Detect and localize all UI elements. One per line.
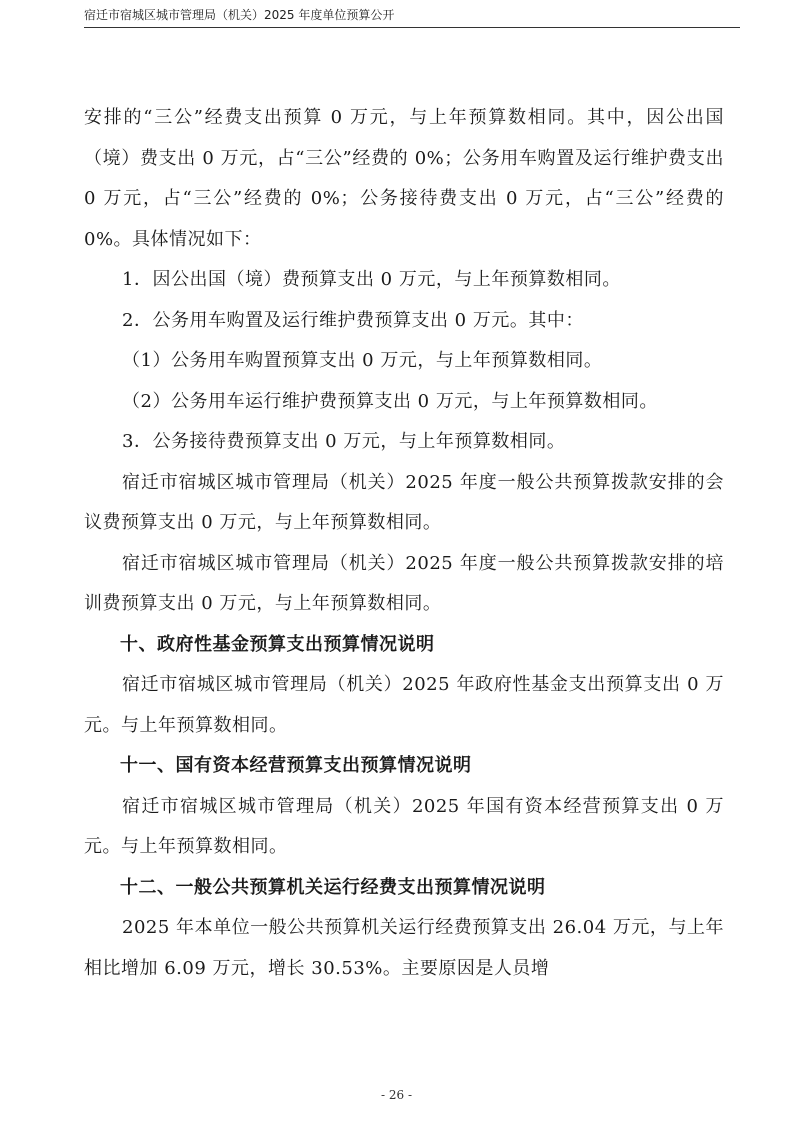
paragraph-government-fund: 宿迁市宿城区城市管理局（机关）2025 年政府性基金支出预算支出 0 万元。与上年预算数相同。: [84, 674, 724, 736]
paragraph-item-3: 3．公务接待费预算支出 0 万元，与上年预算数相同。: [122, 431, 566, 452]
page-number: - 26 -: [380, 1088, 412, 1102]
paragraph-item-1: 1．因公出国（境）费预算支出 0 万元，与上年预算数相同。: [122, 269, 621, 290]
section-heading-12: 十二、一般公共预算机关运行经费支出预算情况说明: [120, 876, 546, 898]
section-heading-11: 十一、国有资本经营预算支出预算情况说明: [120, 755, 472, 776]
header-divider: [84, 27, 740, 28]
document-body: [84, 98, 724, 989]
paragraph-item-2: 2．公务用车购置及运行维护费预算支出 0 万元。其中：: [122, 309, 584, 331]
paragraph-item-2-1: （1）公务用车购置预算支出 0 万元，与上年预算数相同。: [122, 350, 603, 371]
section-heading-10: 十、政府性基金预算支出预算情况说明: [120, 633, 435, 655]
paragraph-training-fee: 宿迁市宿城区城市管理局（机关）2025 年度一般公共预算拨款安排的培训费预算支出 0 万元，与上年预算数相同。: [84, 552, 724, 614]
paragraph-item-2-2: （2）公务用车运行维护费预算支出 0 万元，与上年预算数相同。: [122, 390, 658, 412]
running-header: 宿迁市宿城区城市管理局（机关）2025 年度单位预算公开: [84, 8, 395, 22]
paragraph-three-public-summary: 安排的“三公”经费支出预算 0 万元，与上年预算数相同。其中，因公出国（境）费支出 0 万元，占“三公”经费的 0%；公务用车购置及运行维护费支出 0 万元，占“三公”经费的 0%；公务接待费支出 0 万元，占“三公”经费的 0%。具体情况如下：: [84, 107, 724, 250]
paragraph-operating-expense: 2025 年本单位一般公共预算机关运行经费预算支出 26.04 万元，与上年相比增加 6.09 万元，增长 30.53%。主要原因是人员增: [84, 917, 724, 979]
paragraph-meeting-fee: 宿迁市宿城区城市管理局（机关）2025 年度一般公共预算拨款安排的会议费预算支出 0 万元，与上年预算数相同。: [84, 471, 724, 533]
paragraph-state-capital: 宿迁市宿城区城市管理局（机关）2025 年国有资本经营预算支出 0 万元。与上年预算数相同。: [84, 795, 724, 857]
